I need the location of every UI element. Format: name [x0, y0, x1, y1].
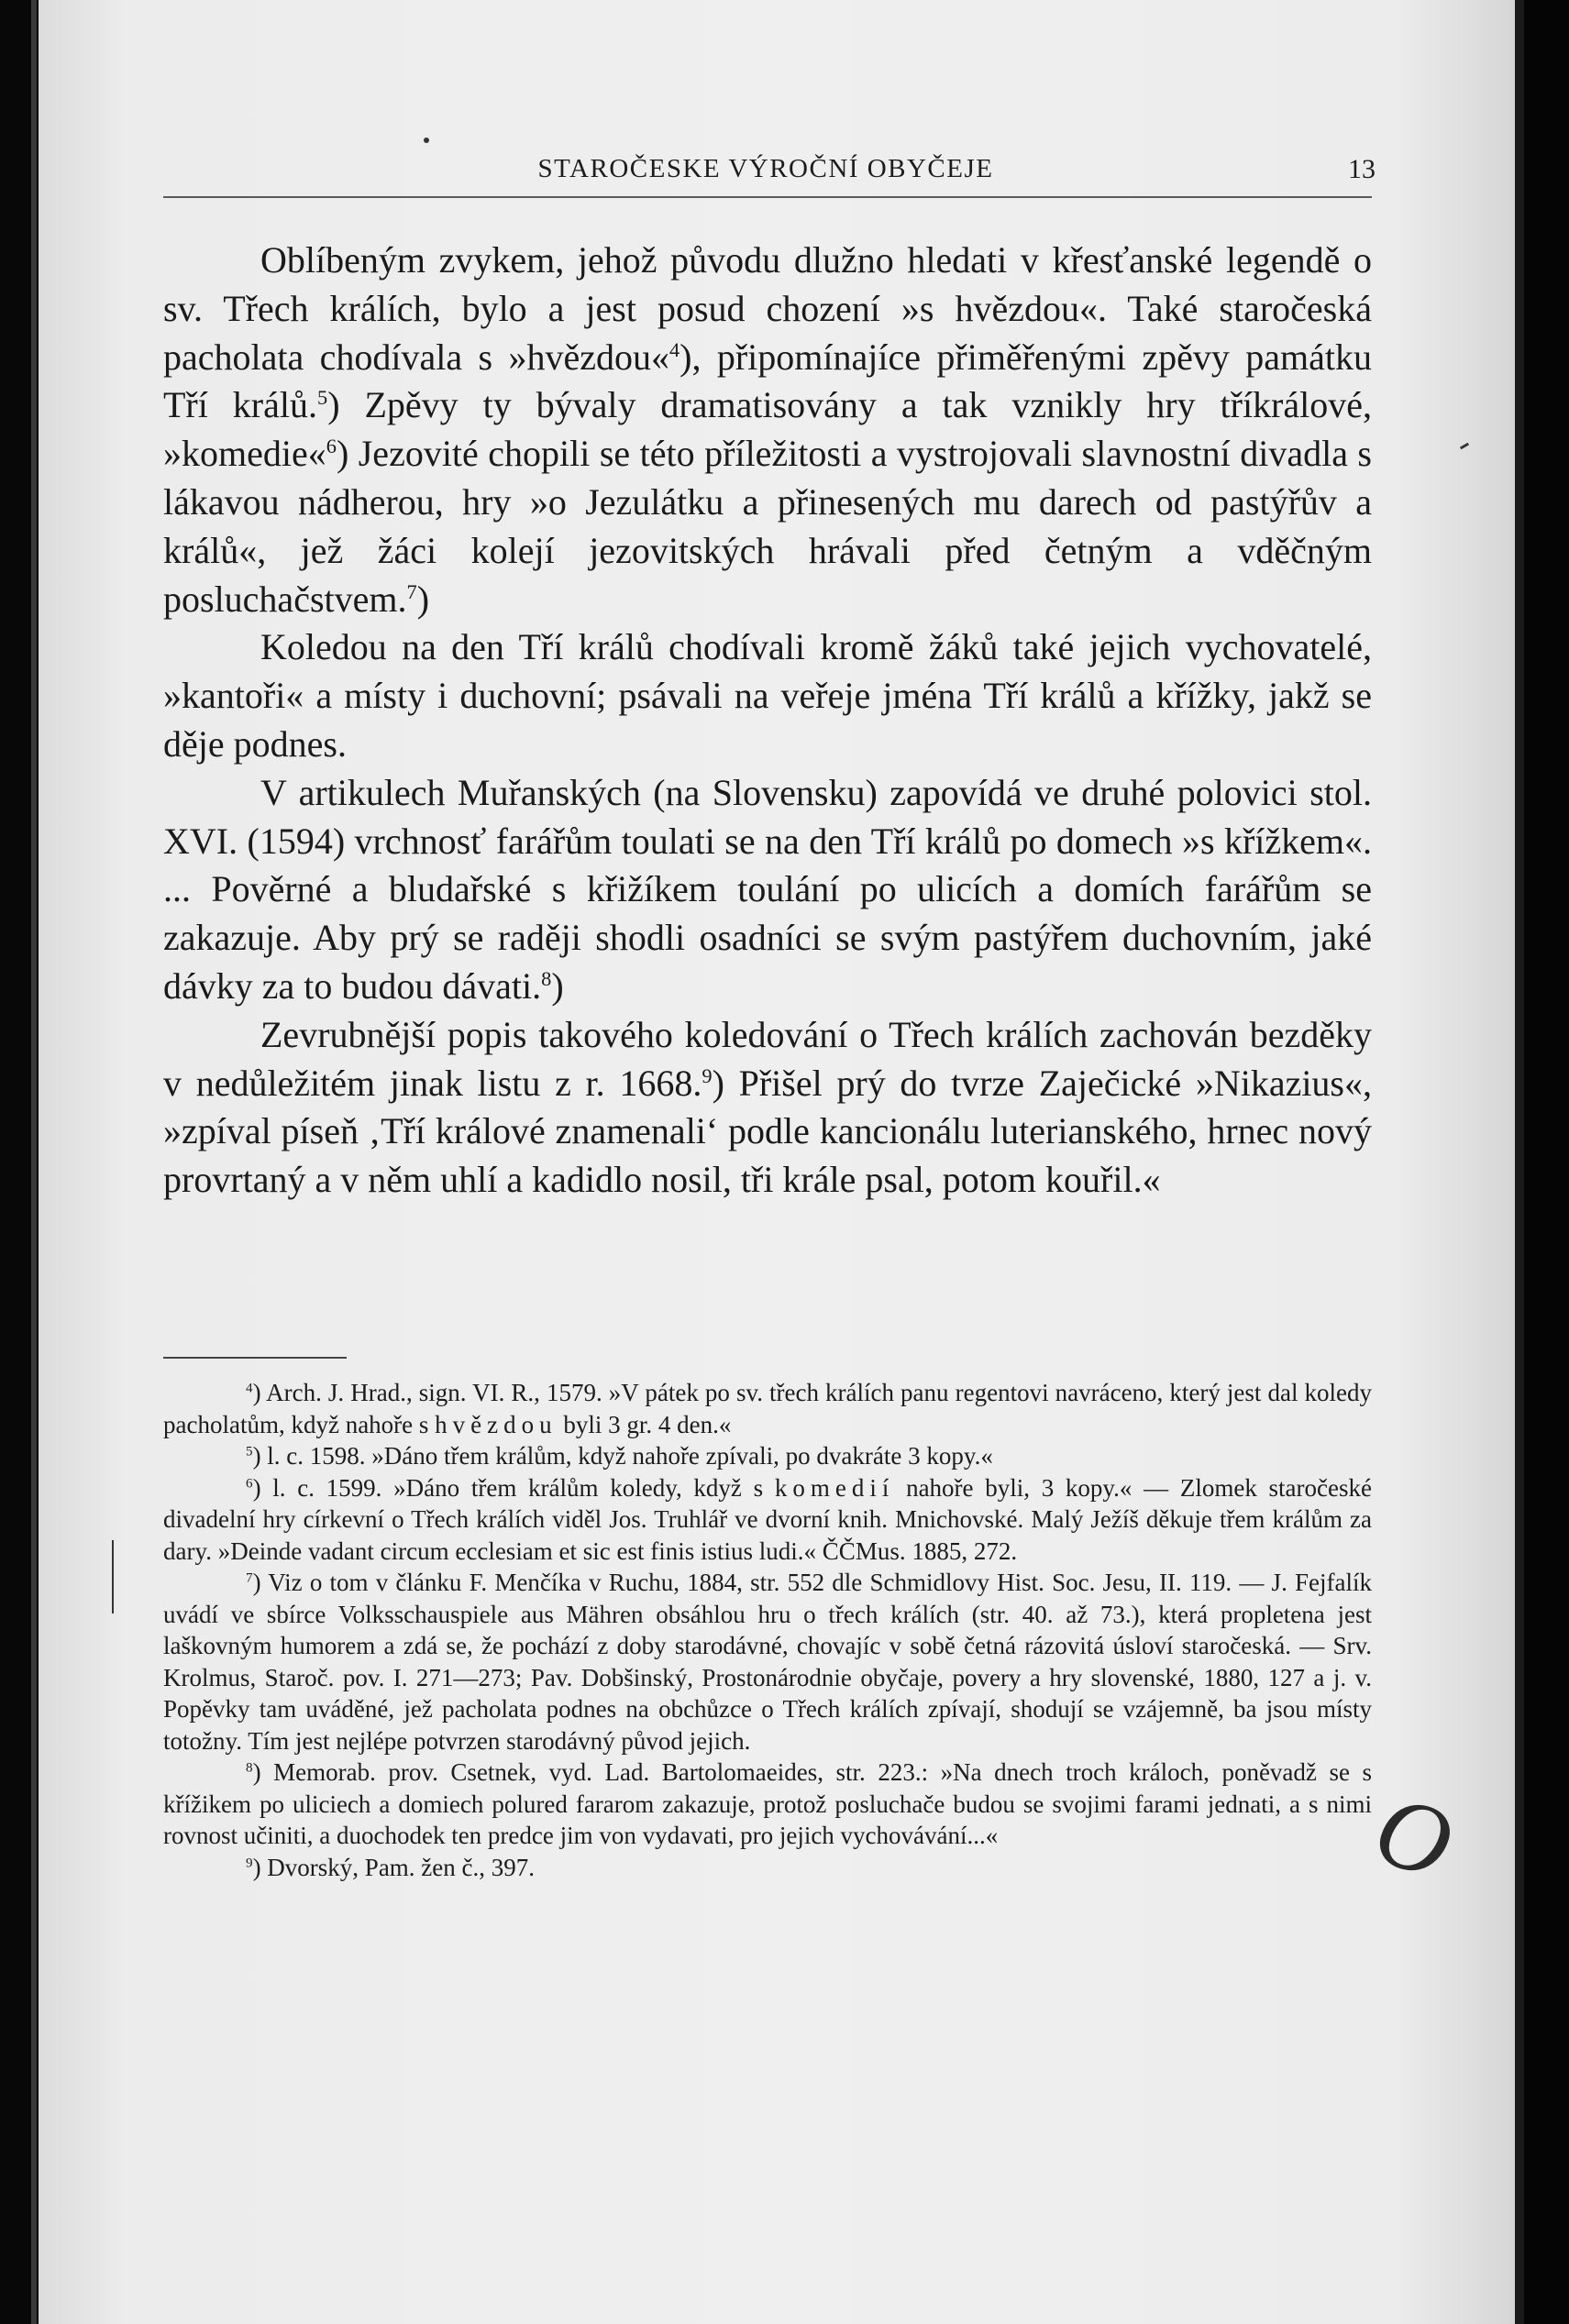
footnote-ref-9: 9: [702, 1063, 713, 1087]
footnote-ref-4: 4: [668, 337, 680, 361]
footnote-9: $^9$) Dvorský, Pam. žen č., 397.: [246, 1853, 536, 1881]
scan-border-right: [1524, 0, 1569, 2324]
scan-border-left: [0, 0, 31, 2324]
margin-circle-mark: O: [1362, 1771, 1466, 1901]
paragraph-2: Koledou na den Tří králů chodívali kromě žáků také jejich vychovatelé, »kantoři« a místy i duchovní; psávali na veřeje jména Tří králů a křížky, jakž se děje podnes.: [163, 626, 1372, 765]
footnotes: [163, 1377, 1372, 1883]
footnote-6: $^6$) l. c. 1599. »Dáno třem králům koledy, když s komedií nahoře byli, 3 kopy.« — Zlomek staročeské divadelní hry církevní o Třech králích viděl Jos. Truhlář ve dvorní knih. Mnichovské. Malý Ježíš děkuje třem králům za dary. »Deinde vadant circum ecclesiam et sic est finis istius ludi.« ČČMus. 1885, 272.: [163, 1473, 1372, 1565]
footnote-ref-5: 5: [317, 386, 328, 410]
body-text: [163, 237, 1372, 1205]
scan-edge-right: [1515, 0, 1524, 2324]
page-number: 13: [1348, 154, 1376, 184]
paragraph-1: Oblíbeným zvykem, jehož původu dlužno hledati v křesťanské legendě o sv. Třech králích, bylo a jest posud chození »s hvězdou«. Také staročeská pacholata chodívala s »hvězdou«$^4$), připomínajíce přiměřenými zpěvy památku Tří králů.$^5$) Zpěvy ty bývaly dramatisovány a tak vznikly hry tříkrálové, »komedie«$^6$) Jezovité chopili se této příležitosti a vystrojovali slavnostní divadla s lákavou nádherou, hry »o Jezulátku a přinesených mu darech od pastýřův a králů«, jež žáci kolejí jezovitských hrávali před četným a vděčným posluchačstvem.$^7$): [163, 239, 1372, 620]
footnote-ref-6: 6: [326, 435, 337, 458]
footnote-7: $^7$) Viz o tom v článku F. Menčíka v Ruchu, 1884, str. 552 dle Schmidlovy Hist. Soc. Jesu, II. 119. — J. Fejfalík uvádí ve sbírce Volksschauspiele aus Mähren obsáhlou hru o třech králích (str. 40. až 73.), která propletena jest laškovným humorem a zdá se, že pochází z doby starodávné, chovajíc v sobě četná rázovitá úsloví staročeská. — Srv. Krolmus, Staroč. pov. I. 271—273; Pav. Dobšinský, Prostonárodnie obyčaje, povery a hry slovenské, 1880, 127 a j. v. Popěvky tam uváděné, jež pacholata podnes na obchůzce o Třech králích zpívají, shodují se vzájemně, ba jsou místy totožny. Tím jest nejlépe potvrzen starodávný původ jejich.: [163, 1569, 1372, 1755]
footnote-5: $^5$) l. c. 1598. »Dáno třem králům, když nahoře zpívali, po dvakráte 3 kopy.«: [246, 1442, 993, 1470]
paragraph-4: Zevrubnější popis takového koledování o Třech králích zachován bezděky v nedůležitém jinak listu z r. 1668.$^9$) Přišel prý do tvrze Zaječické »Nikazius«, »zpíval píseň ‚Tří králové znamenali‘ podle kancionálu luterianského, hrnec nový provrtaný a v něm uhlí a kadidlo nosil, tři krále psal, potom kouřil.«: [163, 1013, 1372, 1201]
margin-pencil-line: [112, 1540, 114, 1614]
footnote-rule: [163, 1357, 347, 1359]
footnote-4: $^4$) Arch. J. Hrad., sign. VI. R., 1579. »V pátek po sv. třech králích panu regentovi navráceno, který jest dal koledy pacholatům, když nahoře s hvězdou byli 3 gr. 4 den.«: [163, 1379, 1372, 1438]
footnote-ref-7: 7: [406, 579, 417, 603]
footnote-8: $^8$) Memorab. prov. Csetnek, vyd. Lad. Bartolomaeides, str. 223.: »Na dnech troch králoch, poněvadž se s křížikem po uliciech a domiech polured fararom zakazuje, protož posluchače budou se svojimi farami jednati, a s nimi rovnost učiniti, a duochodek ten predce jim von vydavati, pro jejich vychovávání...«: [163, 1758, 1372, 1849]
paragraph-3: V artikulech Muřanských (na Slovensku) zapovídá ve druhé polovici stol. XVI. (1594) vrchnosť farářům toulati se na den Tří králů po domech »s křížkem«. ... Pověrné a bludařské s křižíkem toulání po ulicích a domích farářům se zakazuje. Aby prý se raději shodli osadníci se svým pastýřem duchovním, jaké dávky za to budou dávati.$^8$): [163, 771, 1372, 1007]
footnote-ref-8: 8: [541, 967, 552, 991]
running-head: STAROČESKE VÝROČNÍ OBYČEJE: [537, 154, 994, 183]
ink-speck: [424, 138, 429, 143]
scan-edge-left: [31, 0, 37, 2324]
header-rule: [163, 196, 1372, 198]
